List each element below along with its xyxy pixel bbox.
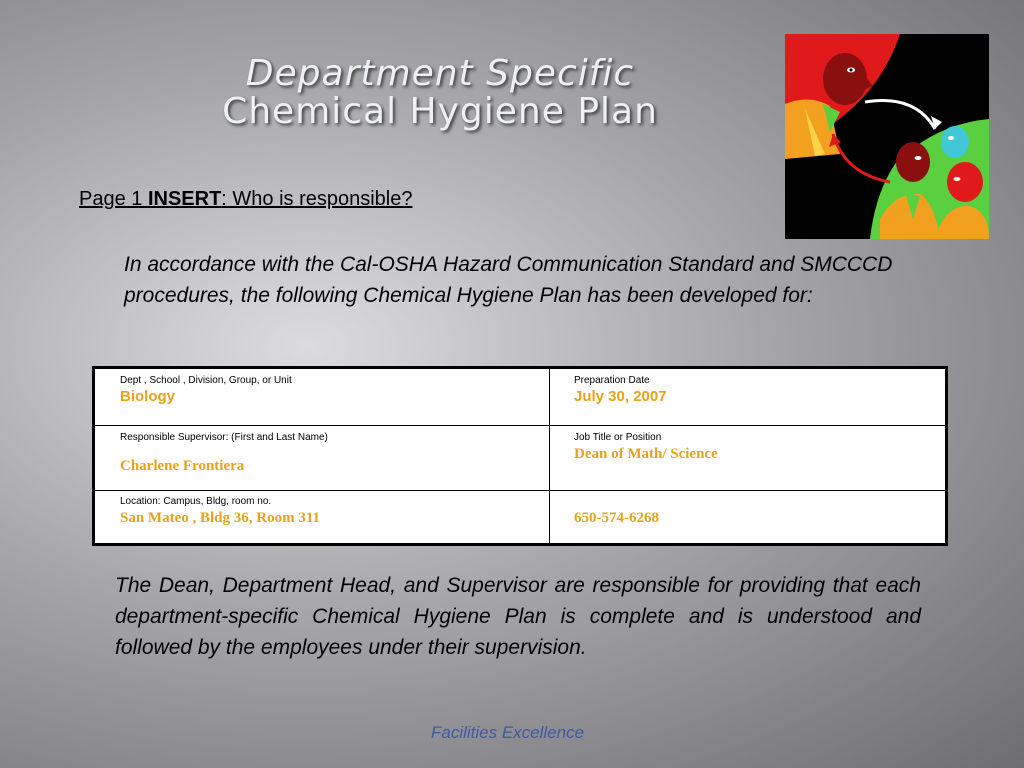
page-insert-bold: INSERT [147,188,222,210]
page-insert-suffix: : Who is responsible? [221,188,413,210]
footer-text: Facilities Excellence [431,723,585,742]
supervisor-value: Charlene Frontiera [120,458,245,474]
responsibility-table [92,366,948,546]
location-value: San Mateo , Bldg 36, Room 311 [120,510,321,526]
page-insert-prefix: Page 1 [79,188,148,210]
responsibility-paragraph: The Dean, Department Head, and Supervisor are responsible for providing that each department-specific Chemical Hygiene Plan is complete and is understood and followed by the employees under their supervision. [115,574,921,659]
page-insert-heading [79,188,413,211]
table-row [95,491,945,543]
slide-title-line1: Department Specific [245,53,635,94]
department-label: Dept , School , Division, Group, or Unit [120,375,292,386]
slide-title-line2: Chemical Hygiene Plan [222,91,658,132]
supervisor-cell [120,431,328,476]
department-value: Biology [120,388,175,405]
table-row [95,369,945,426]
slide-title [150,55,730,131]
location-cell [120,495,320,528]
people-communication-clipart-icon [785,34,989,239]
job-title-cell [574,431,718,464]
location-label: Location: Campus, Bldg, room no. [120,496,272,507]
preparation-date-value: July 30, 2007 [574,388,667,405]
preparation-date-label: Preparation Date [574,375,650,386]
job-title-label: Job Title or Position [574,432,662,443]
preparation-date-cell [574,374,667,407]
intro-paragraph: In accordance with the Cal-OSHA Hazard Communication Standard and SMCCCD procedures, the following Chemical Hygiene Plan has been developed for: [124,253,893,307]
supervisor-label: Responsible Supervisor: (First and Last Name) [120,432,328,443]
table-row [95,426,945,491]
phone-cell [574,508,659,528]
phone-value: 650-574-6268 [574,510,659,526]
department-cell [120,374,292,407]
job-title-value: Dean of Math/ Science [574,446,718,462]
